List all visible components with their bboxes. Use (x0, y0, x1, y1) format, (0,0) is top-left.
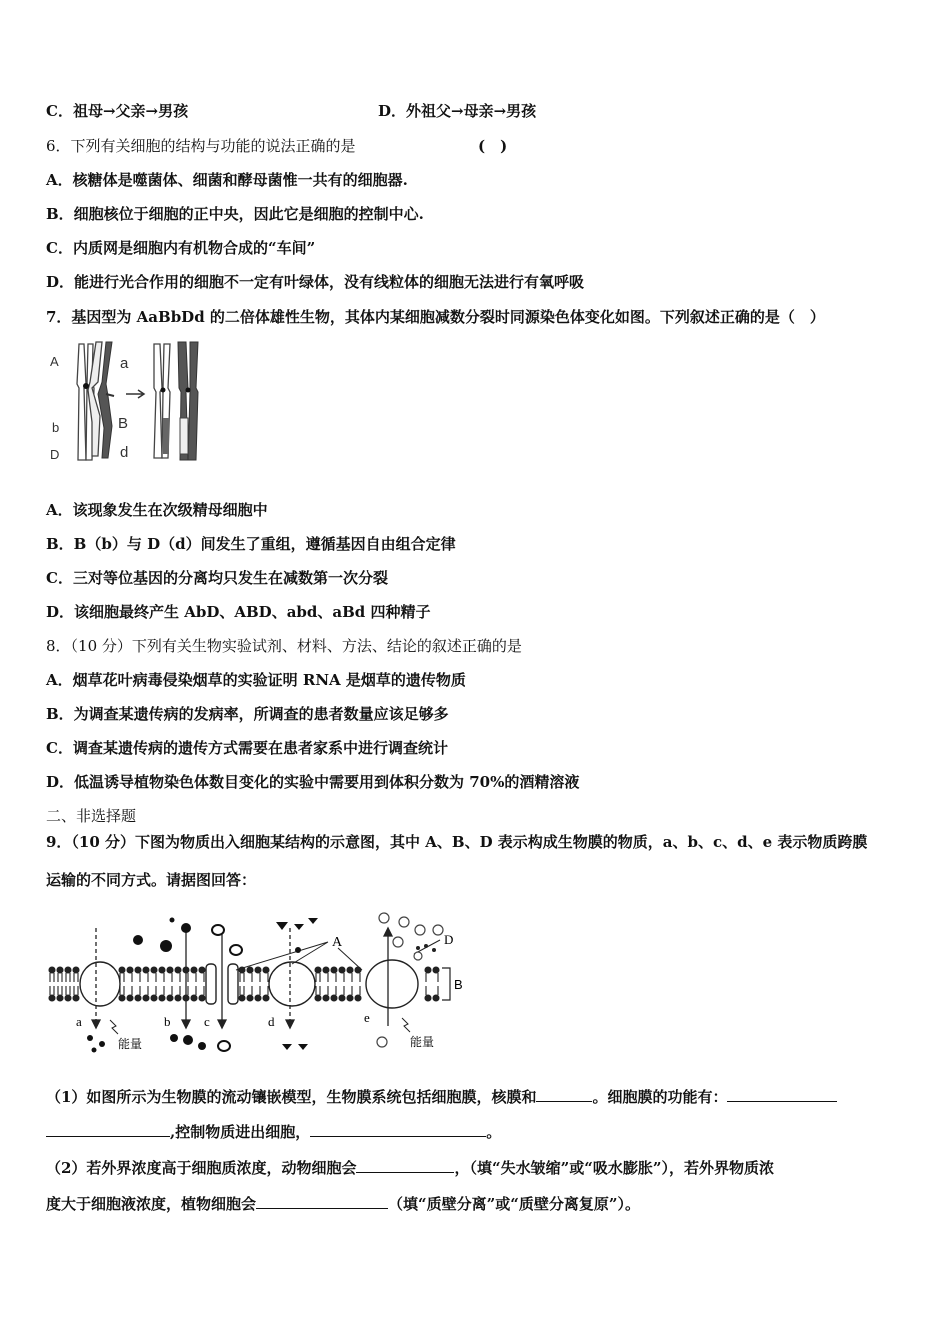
q6-option-b: B．细胞核位于细胞的正中央，因此它是细胞的控制中心. (46, 205, 424, 223)
q9-part1-line2 (46, 1122, 501, 1142)
q8-stem: 8．（10 分）下列有关生物实验试剂、材料、方法、结论的叙述正确的是 (46, 637, 522, 655)
q9-part2-text-a: （2）若外界浓度高于细胞质浓度，动物细胞会 (46, 1159, 357, 1177)
transport-label-c: c (204, 1014, 210, 1029)
q6-option-a: A．核糖体是噬菌体、细菌和酵母菌惟一共有的细胞器. (46, 171, 408, 189)
answer-blank-1[interactable] (536, 1087, 592, 1102)
energy-label-2: 能量 (410, 1035, 435, 1049)
chromosome-pair-after (154, 342, 198, 460)
transport-label-a: a (76, 1014, 82, 1029)
section-heading: 二、非选择题 (46, 807, 137, 825)
q9-part1-text-d: 。 (486, 1123, 502, 1141)
q5-option-c: C．祖母→父亲→男孩 (46, 102, 189, 120)
q9-part1-text-a: （1）如图所示为生物膜的流动镶嵌模型，生物膜系统包括细胞膜，核膜和 (46, 1088, 537, 1106)
membrane-figure (46, 910, 466, 1055)
q8-option-c: C．调查某遗传病的遗传方式需要在患者家系中进行调查统计 (46, 739, 448, 757)
q9-part2-line2 (46, 1194, 640, 1214)
q6-option-d: D．能进行光合作用的细胞不一定有叶绿体，没有线粒体的细胞无法进行有氧呼吸 (46, 273, 585, 291)
q9-part1-line1 (46, 1087, 837, 1107)
membrane-label-B: B (454, 977, 463, 992)
answer-blank-2a[interactable] (727, 1087, 837, 1102)
q7-option-a: A．该现象发生在次级精母细胞中 (46, 501, 268, 519)
q9-stem-line2: 运输的不同方式。请据图回答： (46, 871, 257, 889)
chromosome-pair-before (77, 342, 114, 460)
chromosome-label-D: D (50, 447, 60, 462)
q8-option-a: A．烟草花叶病毒侵染烟草的实验证明 RNA 是烟草的遗传物质 (46, 671, 466, 689)
q6-option-c: C．内质网是细胞内有机物合成的“车间” (46, 239, 316, 257)
q9-part1-text-b: 。细胞膜的功能有： (592, 1088, 728, 1106)
q9-part2-text-c: 度大于细胞液浓度，植物细胞会 (46, 1195, 257, 1213)
q9-part2-line1 (46, 1158, 774, 1178)
q7-option-b: B．B（b）与 D（d）间发生了重组，遵循基因自由组合定律 (46, 535, 456, 553)
q6-paren: ( ) (478, 137, 508, 155)
transport-label-d: d (268, 1014, 275, 1029)
transport-label-e: e (364, 1010, 370, 1025)
transport-label-b: b (164, 1014, 171, 1029)
chromosome-label-B: B (118, 415, 129, 432)
answer-blank-3[interactable] (310, 1122, 486, 1137)
energy-label-1: 能量 (118, 1037, 143, 1051)
arrow-icon (126, 390, 144, 398)
q9-part2-text-b: ，（填“失水皱缩”或“吸水膨胀”），若外界物质浓 (454, 1159, 774, 1177)
q9-part1-text-c: ,控制物质进出细胞， (170, 1123, 311, 1141)
q7-stem: 7．基因型为 AaBbDd 的二倍体雄性生物，其体内某细胞减数分裂时同源染色体变化如图。下列叙述正确的是（ ） (46, 308, 825, 326)
chromosome-label-A: A (50, 354, 59, 369)
chromosome-label-d: d (120, 444, 129, 461)
q5-option-d: D．外祖父→母亲→男孩 (378, 102, 537, 120)
q7-option-c: C．三对等位基因的分离均只发生在减数第一次分裂 (46, 569, 388, 587)
membrane-label-A: A (332, 935, 343, 950)
answer-blank-2b[interactable] (46, 1122, 170, 1137)
answer-blank-5[interactable] (256, 1194, 388, 1209)
chromosome-figure (46, 336, 216, 468)
chromosome-label-a: a (120, 355, 129, 372)
chromosome-label-b: b (52, 420, 60, 435)
q8-option-d: D．低温诱导植物染色体数目变化的实验中需要用到体积分数为 70%的酒精溶液 (46, 773, 580, 791)
q9-stem-line1: 9．（10 分）下图为物质出入细胞某结构的示意图，其中 A、B、D 表示构成生物膜的物质，a、b、c、d、e 表示物质跨膜 (46, 833, 868, 851)
q9-part2-text-d: （填“质壁分离”或“质壁分离复原”）。 (388, 1195, 641, 1213)
q6-stem: 6．下列有关细胞的结构与功能的说法正确的是 (46, 137, 356, 155)
q8-option-b: B．为调查某遗传病的发病率，所调查的患者数量应该足够多 (46, 705, 449, 723)
answer-blank-4[interactable] (356, 1158, 454, 1173)
q7-option-d: D．该细胞最终产生 AbD、ABD、abd、aBd 四种精子 (46, 603, 431, 621)
membrane-label-D: D (444, 932, 454, 947)
